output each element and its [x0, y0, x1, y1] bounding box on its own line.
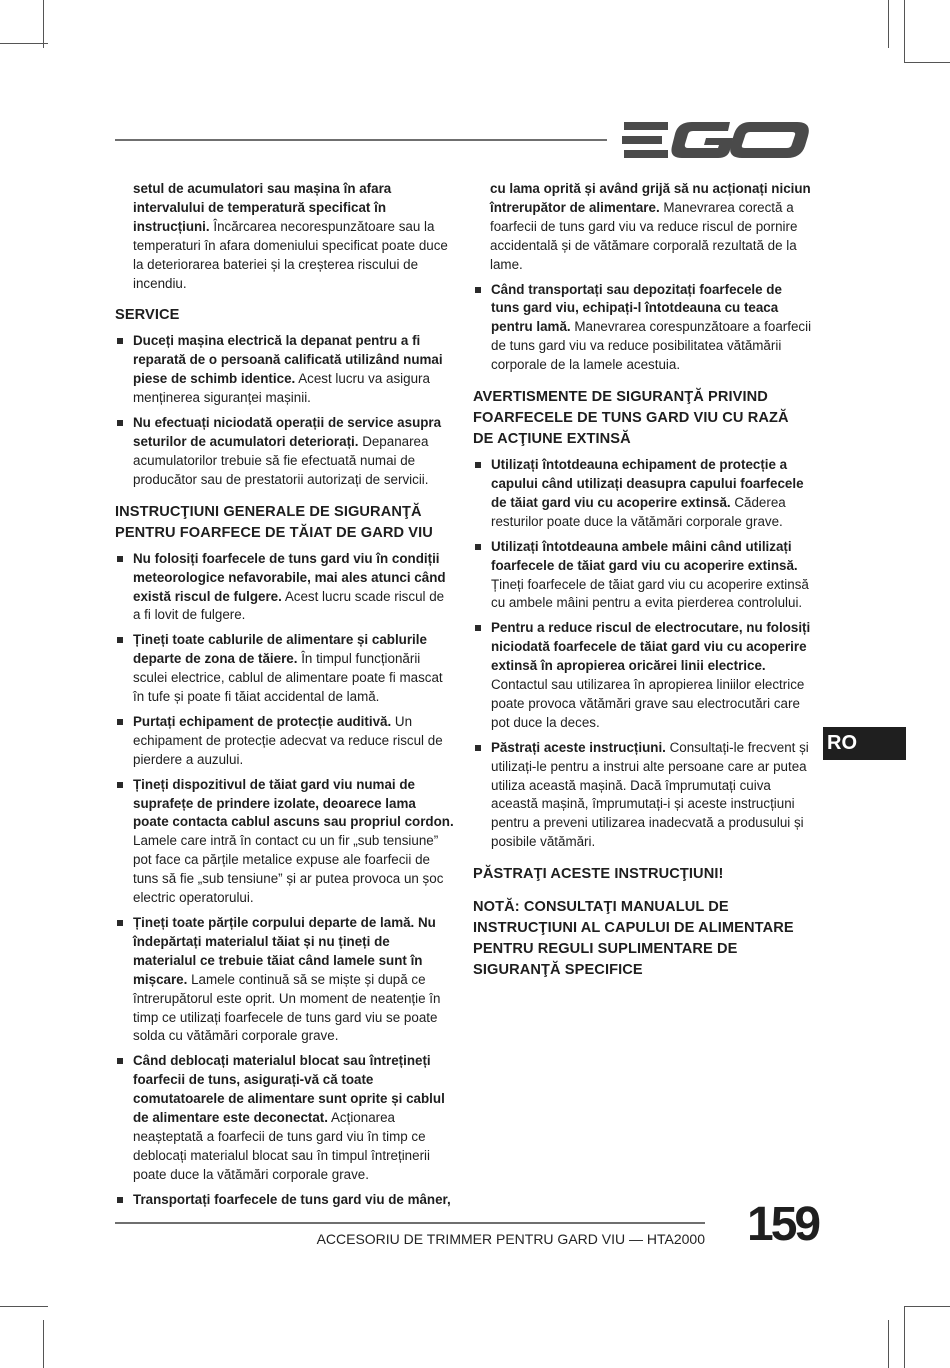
- page-number: 159: [747, 1198, 819, 1251]
- list-item: [473, 456, 813, 532]
- crop-mark: [0, 1306, 48, 1307]
- item-text: Acționarea neașteptată a foarfecii de tuns gard viu în timp ce deblocați materialul blocat sau în timpul întreținerii poate duce la vătămări corporale grave.: [133, 1110, 430, 1182]
- item-bold: Pentru a reduce riscul de electrocutare, nu folosiți niciodată foarfecele de tăiat gard viu cu acoperire extinsă în apropierea oricărei linii electrice.: [491, 620, 811, 674]
- square-bullet-icon: [117, 418, 125, 426]
- paragraph-bold: cu lama oprită și având grijă să nu acționați niciun întrerupător de alimentare.: [490, 181, 811, 215]
- right-column: [473, 180, 813, 987]
- list-item: [473, 281, 813, 376]
- square-bullet-icon: [475, 623, 483, 631]
- list-item: [473, 619, 813, 732]
- crop-mark: [904, 1306, 950, 1307]
- item-bold: Transportați foarfecele de tuns gard viu de mâner,: [133, 1191, 451, 1207]
- list-item: [115, 914, 455, 1046]
- item-text: În timpul funcționării sculei electrice, cablul de alimentare poate fi mascat în tufe și poate fi tăiat accidental de lamă.: [133, 651, 443, 705]
- item-text: Un echipament de protecție adecvat va reduce riscul de pierdere a auzului.: [133, 713, 443, 767]
- list-item: [115, 713, 455, 770]
- crop-mark: [904, 62, 950, 63]
- item-text: Țineți foarfecele de tăiat gard viu cu acoperire extinsă cu ambele mâini pentru a evita pierderea controlului.: [491, 576, 809, 611]
- paragraph-bold: setul de acumulatori sau mașina în afara intervalului de temperatură specificat în instrucțiuni.: [133, 181, 392, 234]
- crop-mark: [888, 1320, 889, 1368]
- crop-mark: [43, 0, 44, 48]
- crop-mark: [43, 1320, 44, 1368]
- item-bold: Duceți mașina electrică la depanat pentru a fi reparată de o persoană calificată utilizând numai piese de schimb identice.: [133, 333, 443, 387]
- continued-paragraph: [473, 180, 813, 275]
- ego-logo: [622, 118, 810, 162]
- square-bullet-icon: [117, 554, 125, 562]
- section-heading-service: SERVICE: [115, 307, 180, 324]
- crop-mark: [904, 1306, 905, 1368]
- section-heading-note: NOTĂ: CONSULTAŢI MANUALUL DE INSTRUCŢIUNI AL CAPULUI DE ALIMENTARE PENTRU REGULI SUPLIMENTARE DE SIGURANŢĂ SPECIFICE: [473, 899, 794, 979]
- item-bold: Țineți dispozitivul de tăiat gard viu numai de suprafețe de prindere izolate, deoarece lama poate contacta cablul ascuns sau propriul cordon.: [133, 776, 454, 830]
- item-bold: Utilizați întotdeauna echipament de protecție a capului când utilizați deasupra capului foarfecele de tăiat gard viu cu acoperire extinsă.: [491, 457, 804, 510]
- square-bullet-icon: [475, 460, 483, 468]
- square-bullet-icon: [117, 1056, 125, 1064]
- square-bullet-icon: [117, 780, 125, 788]
- item-text: Consultați-le frecvent și utilizați-le pentru a instrui alte persoane care ar putea utiliza această mașină. Dacă împrumutați cuiva această mașină, împrumutați-i și aceste instrucțiuni pentru a preveni utilizarea inadecvată a produsului și posibile vătămări.: [491, 739, 809, 850]
- item-bold: Purtați echipament de protecție auditivă.: [133, 713, 392, 729]
- left-column: [115, 180, 455, 1216]
- section-heading-extended: AVERTISMENTE DE SIGURANŢĂ PRIVIND FOARFECELE DE TUNS GARD VIU CU RAZĂ DE ACŢIUNE EXTINSĂ: [473, 389, 789, 448]
- item-text: Căderea resturilor poate duce la vătămări corporale grave.: [491, 494, 786, 529]
- item-text: Contactul sau utilizarea în apropierea liniilor electrice poate provoca vătămări grave sau electrocutări care pot duce la deces.: [491, 677, 805, 730]
- footer-title: ACCESORIU DE TRIMMER PENTRU GARD VIU — HTA2000: [316, 1231, 705, 1247]
- item-text: Lamele continuă să se miște și după ce întrerupătorul este oprit. Un moment de neatenție în timp ce utilizați foarfecele de tuns gard viu se poate solda cu vătămări corporale grave.: [133, 971, 441, 1044]
- crop-mark: [888, 0, 889, 48]
- square-bullet-icon: [117, 717, 125, 725]
- item-text: Acest lucru va asigura menținerea siguranței mașinii.: [133, 371, 430, 406]
- square-bullet-icon: [475, 285, 483, 293]
- crop-mark: [0, 43, 48, 44]
- section-heading-keep: PĂSTRAŢI ACESTE INSTRUCŢIUNI!: [473, 866, 724, 883]
- continued-paragraph: [115, 180, 455, 293]
- header-rule: [115, 139, 607, 141]
- footer-rule: [115, 1222, 705, 1224]
- square-bullet-icon: [475, 743, 483, 751]
- list-item: [115, 332, 455, 408]
- list-item: [115, 414, 455, 490]
- list-item: [115, 1052, 455, 1184]
- crop-mark: [904, 0, 905, 62]
- paragraph-text: Încărcarea necorespunzătoare sau la temperaturi în afara domeniului specificat poate duce la deteriorarea bateriei și la creșterea riscului de incendiu.: [133, 218, 448, 291]
- item-bold: Țineți toate cablurile de alimentare și cablurile departe de zona de tăiere.: [133, 632, 427, 667]
- item-bold: Nu folosiți foarfecele de tuns gard viu în condiții meteorologice nefavorabile, mai ales atunci când există riscul de fulgere.: [133, 550, 446, 604]
- section-heading-general: INSTRUCŢIUNI GENERALE DE SIGURANŢĂ PENTRU FOARFECE DE TĂIAT DE GARD VIU: [115, 503, 433, 541]
- list-item: [115, 631, 455, 707]
- item-text: Lamele care intră în contact cu un fir „sub tensiune” pot face ca părțile metalice expuse ale foarfecii de tuns să fie „sub tensiune” și ar putea provoca un șoc electric operatorului.: [133, 833, 444, 906]
- square-bullet-icon: [117, 918, 125, 926]
- item-text: Manevrarea corespunzătoare a foarfecii de tuns gard viu va reduce posibilitatea vătămării corporale de la lamele acestuia.: [491, 319, 812, 373]
- item-bold: Nu efectuați niciodată operații de service asupra seturilor de acumulatori deteriorați.: [133, 415, 442, 449]
- item-bold: Utilizați întotdeauna ambele mâini când utilizați foarfecele de tăiat gard viu cu acoperire extinsă.: [491, 538, 798, 573]
- item-bold: Țineți toate părțile corpului departe de lamă. Nu îndepărtați materialul tăiat și nu țineți de materialul ce trebuie tăiat când lamele sunt în mișcare.: [133, 915, 436, 987]
- list-item: [115, 1191, 455, 1210]
- list-item: [115, 776, 455, 908]
- square-bullet-icon: [117, 1195, 125, 1203]
- item-bold: Când transportați sau depozitați foarfecele de tuns gard viu, echipați-l întotdeauna cu teaca pentru lamă.: [491, 281, 782, 335]
- paragraph-text: Manevrarea corectă a foarfecii de tuns gard viu va reduce riscul de pornire accidentală și de vătămare corporală rezultată de la lame.: [490, 199, 798, 272]
- item-bold: Când deblocați materialul blocat sau întrețineți foarfecii de tuns, asigurați-vă că toate comutatoarele de alimentare sunt oprite și cablul de alimentare este deconectat.: [133, 1053, 445, 1126]
- list-item: [473, 538, 813, 614]
- list-item: [473, 739, 813, 852]
- language-tab: RO: [823, 727, 906, 760]
- item-text: Depanarea acumulatorilor trebuie să fie efectuată numai de producător sau de prestatorii autorizați de servicii.: [133, 433, 429, 487]
- square-bullet-icon: [475, 542, 483, 550]
- item-bold: Păstrați aceste instrucțiuni.: [491, 739, 666, 755]
- list-item: [115, 550, 455, 626]
- item-text: Acest lucru scade riscul de a fi lovit de fulgere.: [133, 588, 445, 623]
- square-bullet-icon: [117, 336, 125, 344]
- square-bullet-icon: [117, 635, 125, 643]
